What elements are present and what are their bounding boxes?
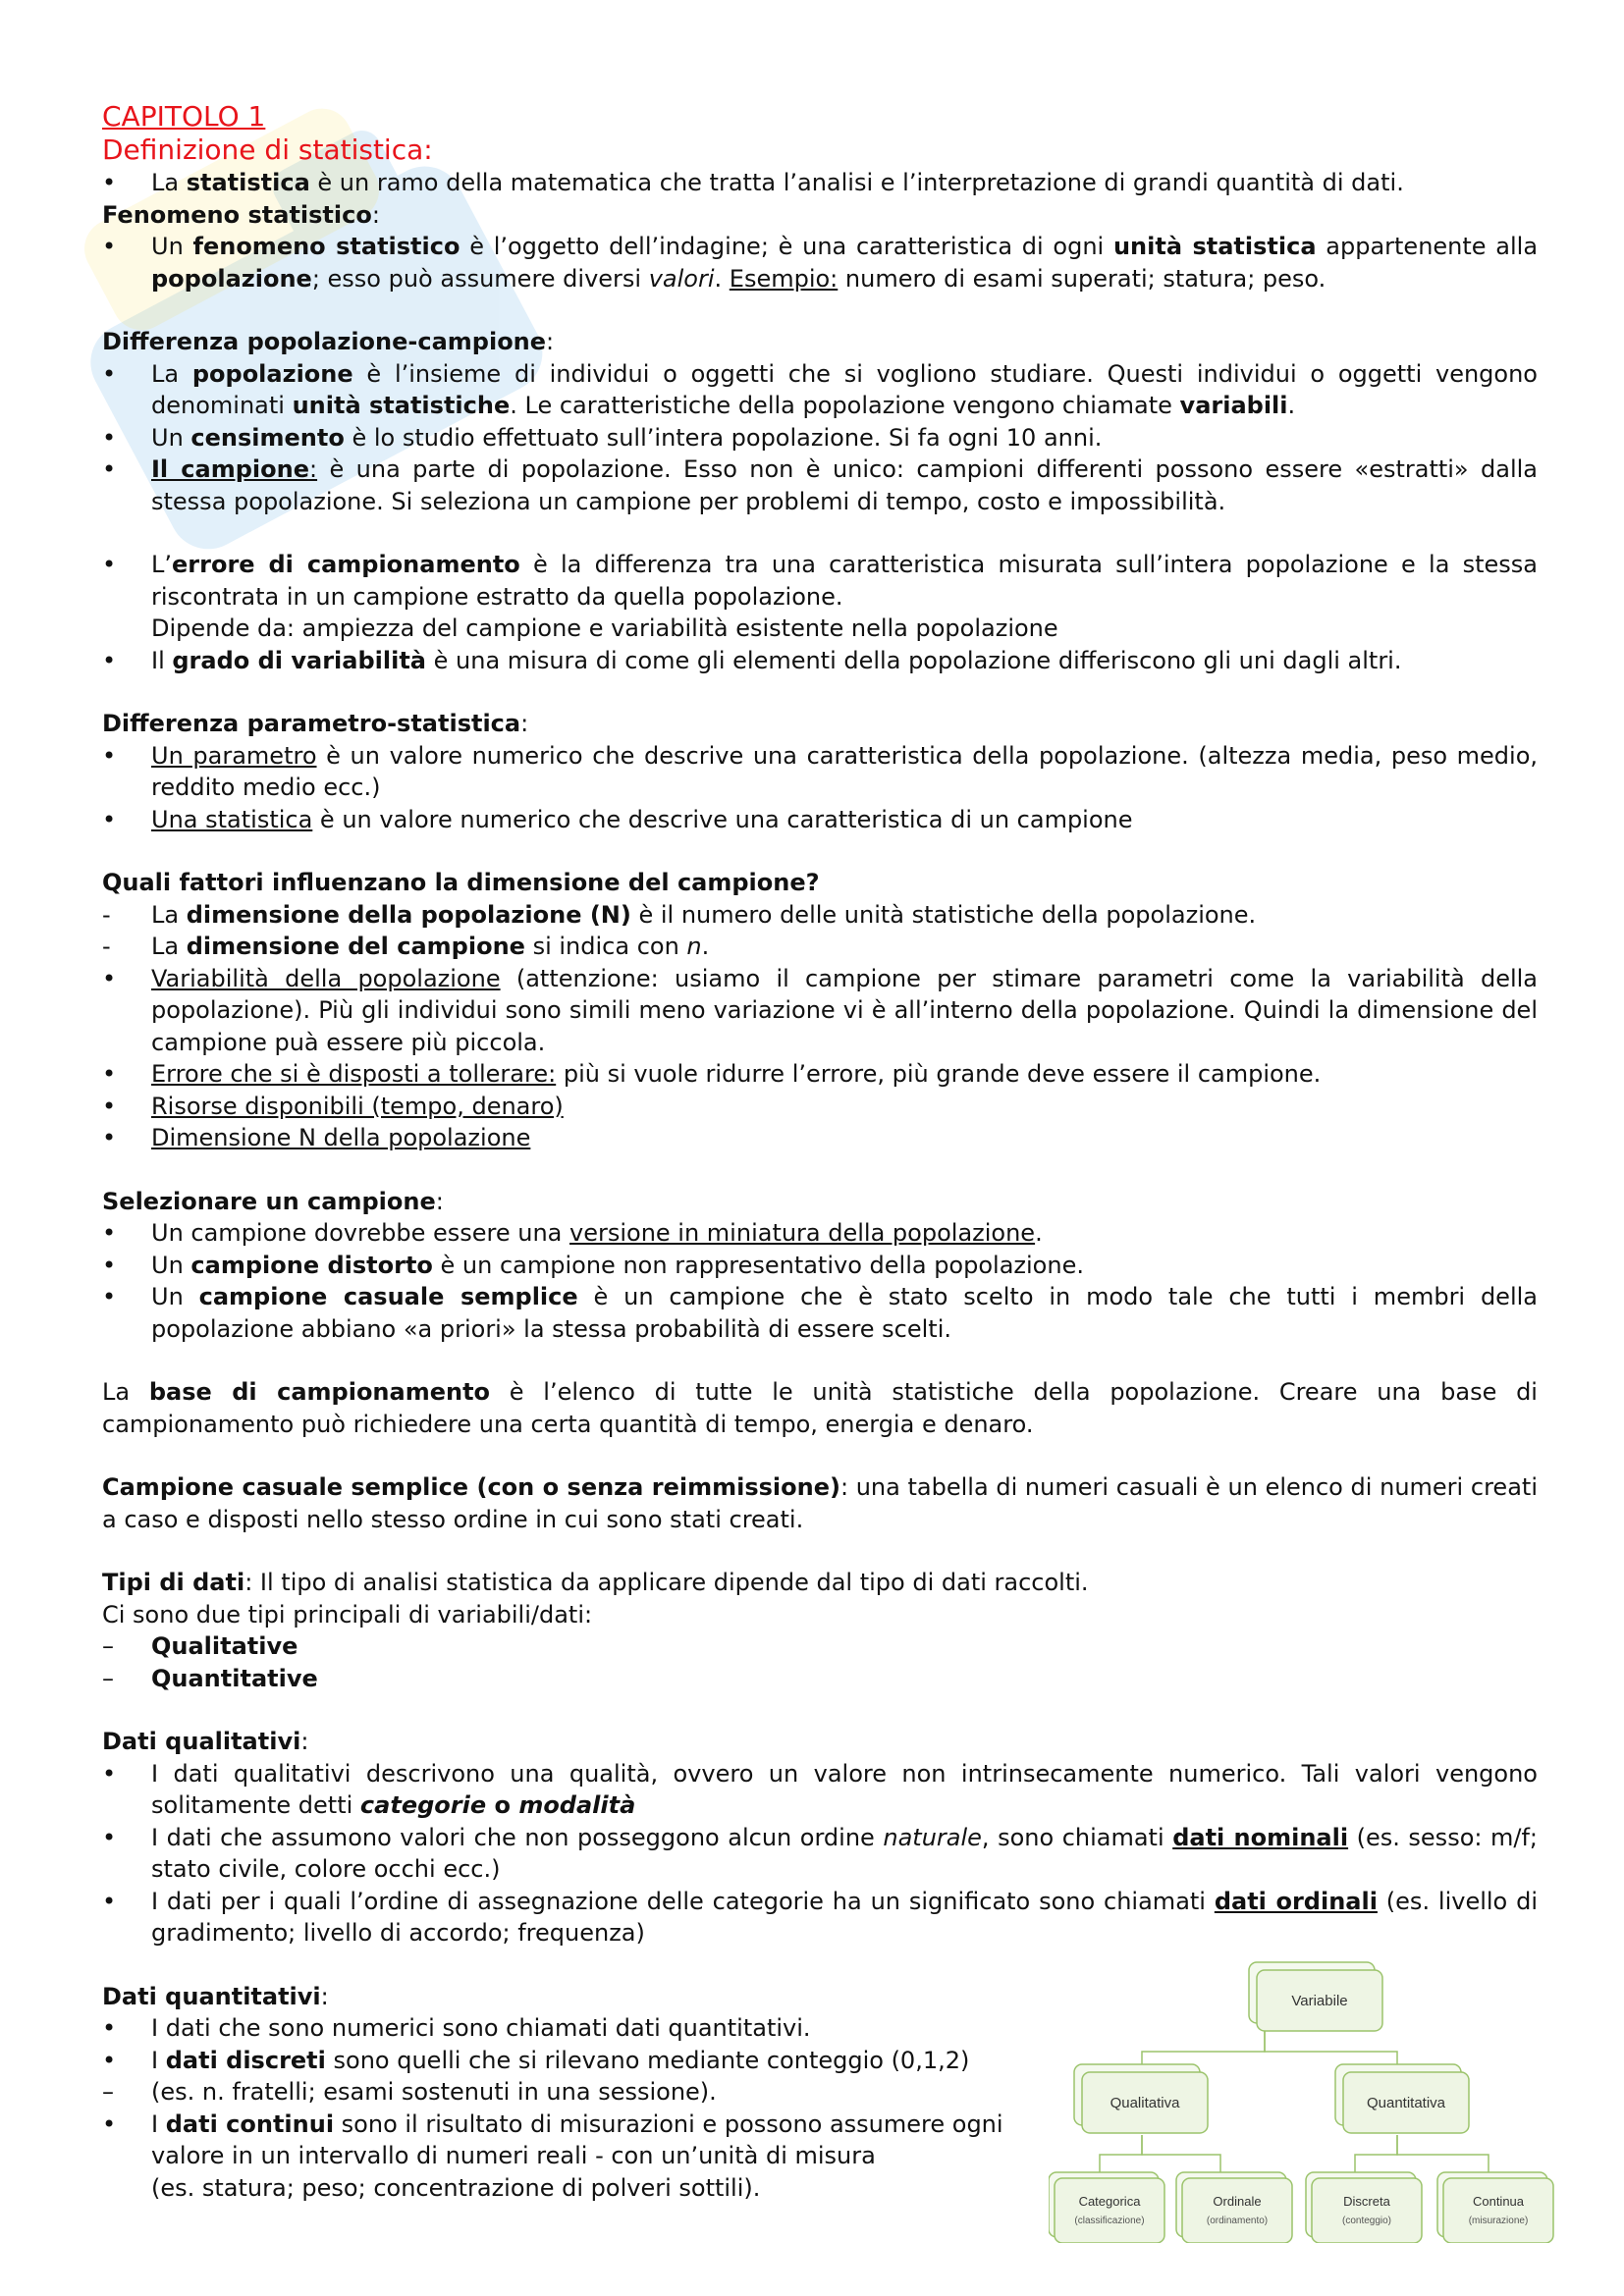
list-item: • Risorse disponibili (tempo, denaro): [102, 1092, 564, 1120]
list-item: • Un campione casuale semplice è un campione che è stato scelto in modo tale che tutti i membri della popolazione abbiano «a priori» la stessa probabilità di essere scelti.: [102, 1283, 1538, 1343]
list-item: • I dati che sono numerici sono chiamati dati quantitativi.: [102, 2014, 811, 2042]
chapter-title: CAPITOLO 1: [102, 100, 266, 133]
diagram-node-continua: [1437, 2172, 1553, 2243]
list-item: • La popolazione è l’insieme di individui o oggetti che si vogliono studiare. Questi individui o oggetti vengono denominati unità statistiche. Le caratteristiche della popolazione vengono chiamate variabili.: [102, 359, 1538, 419]
list-item: • Dimensione N della popolazione: [102, 1124, 531, 1151]
list-item: • I dati discreti sono quelli che si rilevano mediante conteggio (0,1,2): [102, 2046, 970, 2074]
section-heading-qualitativi: Dati qualitativi:: [102, 1728, 309, 1755]
list-item: • Un fenomeno statistico è l’oggetto dell’indagine; è una caratteristica di ogni unità statistica appartenente alla popolazione; esso può assumere diversi valori. Esempio: numero di esami superati; statura; peso.: [102, 233, 1539, 293]
list-item: • Una statistica è un valore numerico che descrive una caratteristica di un campione: [102, 805, 1133, 833]
diagram-node-discreta: [1306, 2172, 1422, 2243]
note-text: Dipende da: ampiezza del campione e variabilità esistente nella popolazione: [151, 614, 1058, 642]
section-heading-fenomeno: Fenomeno statistico:: [102, 200, 380, 229]
section-heading-quantitativi: Dati quantitativi:: [102, 1982, 329, 2010]
svg-text:Qualitativa: Qualitativa: [1110, 2095, 1180, 2111]
section-heading-fattori: Quali fattori influenzano la dimensione del campione?: [102, 869, 820, 896]
paragraph-base: La base di campionamento è l’elenco di tutte le unità statistiche della popolazione. Creare una base di campionamento può richiedere una certa quantità di tempo, energia e denaro.: [102, 1378, 1538, 1438]
diagram-node-quantitativa: [1335, 2064, 1469, 2133]
list-item: – Quantitative: [102, 1664, 318, 1692]
svg-text:Categorica: Categorica: [1078, 2194, 1141, 2209]
svg-text:Variabile: Variabile: [1291, 1993, 1348, 2009]
definition-heading: Definizione di statistica:: [102, 133, 433, 166]
paragraph-tipi: Tipi di dati: Il tipo di analisi statistica da applicare dipende dal tipo di dati raccolti.: [102, 1569, 1089, 1596]
section-heading-parametro: Differenza parametro-statistica:: [102, 710, 529, 737]
svg-text:(conteggio): (conteggio): [1341, 2216, 1392, 2226]
svg-text:Ordinale: Ordinale: [1213, 2194, 1262, 2209]
list-item: • I dati qualitativi descrivono una qualità, ovvero un valore non intrinsecamente numerico. Tali valori vengono solitamente detti categorie o modalità: [102, 1759, 1538, 1819]
list-item: • Un censimento è lo studio effettuato sull’intera popolazione. Si fa ogni 10 anni.: [102, 423, 1103, 452]
list-item: • Un campione dovrebbe essere una versione in miniatura della popolazione.: [102, 1219, 1043, 1247]
diagram-node-ordinale: [1176, 2172, 1292, 2243]
list-item: • I dati che assumono valori che non posseggono alcun ordine naturale, sono chiamati dati nominali (es. sesso: m/f; stato civile, colore occhi ecc.): [102, 1823, 1539, 1883]
svg-text:(classificazione): (classificazione): [1074, 2216, 1145, 2226]
section-heading-popolazione: Differenza popolazione-campione:: [102, 328, 555, 355]
list-item: • Il grado di variabilità è una misura di come gli elementi della popolazione differiscono gli uni dagli altri.: [102, 646, 1402, 674]
list-item: – Qualitative: [102, 1632, 298, 1660]
list-item: - La dimensione del campione si indica con n.: [102, 933, 710, 960]
svg-text:Quantitativa: Quantitativa: [1366, 2095, 1446, 2111]
list-item: • Un parametro è un valore numerico che descrive una caratteristica della popolazione. (altezza media, peso medio, reddito medio ecc.): [102, 741, 1539, 801]
diagram-node-qualitativa: [1074, 2064, 1208, 2133]
diagram-node-categorica: [1049, 2172, 1164, 2243]
list-item: • Il campione: è una parte di popolazione. Esso non è unico: campioni differenti possono essere «estratti» dalla stessa popolazione. Si seleziona un campione per problemi di tempo, costo e impossibilità.: [102, 455, 1538, 515]
list-item: – (es. n. fratelli; esami sostenuti in una sessione).: [102, 2078, 717, 2106]
svg-text:Continua: Continua: [1472, 2194, 1525, 2209]
list-item: - La dimensione della popolazione (N) è il numero delle unità statistiche della popolazione.: [102, 900, 1257, 929]
note-text: (es. statura; peso; concentrazione di polveri sottili).: [151, 2173, 761, 2202]
list-item: • I dati continui sono il risultato di misurazioni e possono assumere ogni valore in un intervallo di numeri reali - con un’unità di misura: [102, 2109, 1003, 2169]
list-item: • Un campione distorto è un campione non rappresentativo della popolazione.: [102, 1251, 1084, 1279]
list-item: • I dati per i quali l’ordine di assegnazione delle categorie ha un significato sono chiamati dati ordinali (es. livello di gradimento; livello di accordo; frequenza): [102, 1887, 1538, 1947]
list-item: • Errore che si è disposti a tollerare: più si vuole ridurre l’errore, più grande deve essere il campione.: [102, 1060, 1322, 1088]
list-item: • La statistica è un ramo della matematica che tratta l’analisi e l’interpretazione di grandi quantità di dati.: [102, 169, 1404, 196]
svg-text:(misurazione): (misurazione): [1468, 2216, 1529, 2226]
svg-text:(ordinamento): (ordinamento): [1206, 2216, 1269, 2226]
variable-tree-diagram: [1049, 1958, 1577, 2243]
svg-text:Discreta: Discreta: [1343, 2194, 1390, 2209]
list-item: • L’errore di campionamento è la differenza tra una caratteristica misurata sull’intera popolazione e la stessa riscontrata in un campione estratto da quella popolazione.: [102, 551, 1539, 611]
list-item: • Variabilità della popolazione (attenzione: usiamo il campione per stimare parametri come la variabilità della popolazione). Più gli individui sono simili meno variazione vi è all’interno della popolazione. Quindi la dimensione del campione puà essere più piccola.: [102, 964, 1539, 1056]
diagram-node-root: [1249, 1962, 1382, 2031]
paragraph-tipi-line2: Ci sono due tipi principali di variabili/dati:: [102, 1600, 593, 1629]
paragraph-ccs: Campione casuale semplice (con o senza reimmissione): una tabella di numeri casuali è un elenco di numeri creati a caso e disposti nello stesso ordine in cui sono stati creati.: [102, 1473, 1538, 1533]
section-heading-selezionare: Selezionare un campione:: [102, 1187, 444, 1215]
